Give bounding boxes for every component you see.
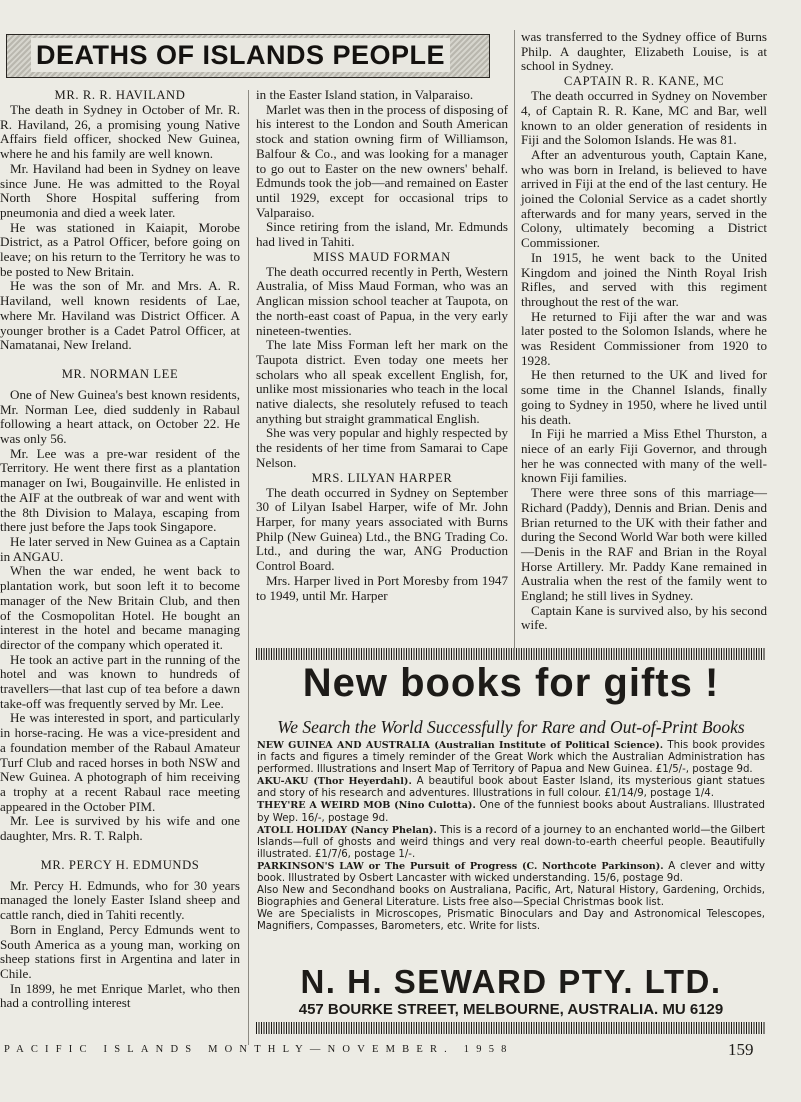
- book-title: AKU-AKU (Thor Heyerdahl).: [257, 776, 412, 788]
- paragraph: There were three sons of this marriage—Richard (Paddy), Dennis and Brian. Denis and Brian returned to the UK with their father and during the Second World War both were killed—Denis in the RAF and Brian in the Royal Horse Artillery. Mr. Paddy Kane remained in Australia when the rest of the family went to England; he still lives in Sydney.: [521, 485, 767, 604]
- column-3: [521, 30, 767, 633]
- paragraph: He was interested in sport, and particularly in horse-racing. He was a vice-president and a foundation member of the Rabaul Amateur Turf Club and raced horses in both NSW and New Guinea. A photograph of him receiving a trophy at a recent Rabaul race meeting appeared in the October PIM.: [0, 710, 240, 814]
- book-title: ATOLL HOLIDAY (Nancy Phelan).: [257, 824, 437, 836]
- column-2: [256, 88, 508, 603]
- paragraph: The death occurred in Sydney on September 30 of Lilyan Isabel Harper, wife of Mr. John Harper, for many years associated with Burns Philp (New Guinea) Ltd., the BNG Trading Co. Ltd., and during the war, ANG Production Control Board.: [256, 484, 508, 574]
- book-item: [257, 740, 765, 776]
- book-title: PARKINSON'S LAW or The Pursuit of Progress (C. Northcote Parkinson).: [257, 860, 664, 872]
- seller-name: N. H. SEWARD PTY. LTD.: [300, 963, 722, 1000]
- book-description: One of the funniest books about Australians. Illustrated by Wep. 16/-, postage 9d.: [257, 800, 765, 824]
- paragraph: When the war ended, he went back to plantation work, but soon left it to become manager of the New Britain Club, and then of the Cosmopolitan Hotel. He bought an interest in the hotel and became managing director of the company which operated it.: [0, 563, 240, 652]
- paragraph: Born in England, Percy Edmunds went to South America as a young man, working on sheep stations first in Argentina and later in Chile.: [0, 921, 240, 981]
- paragraph: One of New Guinea's best known residents, Mr. Norman Lee, died suddenly in Rabaul following a heart attack, on October 22. He was only 56.: [0, 386, 240, 447]
- paragraph: He later served in New Guinea as a Captain in ANGAU.: [0, 533, 240, 564]
- book-item: [257, 776, 765, 800]
- column-divider: [248, 90, 249, 1045]
- obituary-heading: MR. NORMAN LEE: [61, 366, 179, 381]
- paragraph: He was the son of Mr. and Mrs. A. R. Haviland, well known residents of Lae, where Mr. Haviland was District Officer. A younger brother is a Cadet Patrol Officer, at Namatanai, New Ireland.: [0, 278, 240, 353]
- paragraph: Mr. Haviland had been in Sydney on leave since June. He was admitted to the Royal North Shore Hospital suffering from pneumonia and died a week later.: [0, 160, 240, 220]
- obituary-heading: MR. PERCY H. EDMUNDS: [40, 857, 200, 872]
- page-number: 159: [728, 1040, 754, 1059]
- paragraph: He took an active part in the running of the hotel and was known to hundreds of travellers—that last cup of tea before a dawn take-off was frequently served by Mr. Lee.: [0, 651, 240, 711]
- paragraph: Mr. Lee is survived by his wife and one daughter, Mrs. R. T. Ralph.: [0, 813, 240, 844]
- paragraph: in the Easter Island station, in Valparaiso.: [256, 87, 474, 102]
- ad-note: We are Specialists in Microscopes, Prismatic Binoculars and Day and Astronomical Telescopes, Magnifiers, Compasses, Barometers, etc. Write for lists.: [257, 909, 765, 933]
- book-description: A clever and witty book. Illustrated by Osbert Lancaster with wicked understanding. 15/6, postage 9d.: [257, 860, 766, 885]
- paragraph: Marlet was then in the process of disposing of his interest to the London and South American stock and station owning firm of Williamson, Balfour & Co., and was looking for a manager to go out to Easter on the new owners' behalf. Edmunds took the job—and remained on Easter until 1929, except for occasional trips to Valparaiso.: [256, 101, 508, 220]
- paragraph: In Fiji he married a Miss Ethel Thurston, a niece of an early Fiji Governor, and through her he was connected with many of the well-known Fiji families.: [521, 426, 767, 486]
- paragraph: The death in Sydney in October of Mr. R. R. Haviland, 26, a promising young Native Affairs field officer, shocked New Guinea, where he and his family are well known.: [0, 102, 240, 162]
- running-footer: PACIFIC ISLANDS MONTHLY—NOVEMBER. 1958: [4, 1044, 514, 1055]
- paragraph: In 1899, he met Enrique Marlet, who then had a controlling interest: [0, 980, 240, 1011]
- paragraph: After an adventurous youth, Captain Kane, who was born in Ireland, is believed to have arrived in Fiji at the end of the last century. He joined the Colonial Service as a cadet shortly afterwards and for many years, served in the Colony, ultimately becoming a District Commissioner.: [521, 146, 767, 251]
- paragraph: Mrs. Harper lived in Port Moresby from 1947 to 1949, until Mr. Harper: [256, 572, 508, 603]
- paragraph: In 1915, he went back to the United Kingdom and joined the Ninth Royal Irish Rifles, and served with this regiment throughout the rest of the war.: [521, 249, 767, 309]
- paragraph: was transferred to the Sydney office of Burns Philp. A daughter, Elizabeth Louise, is at school in Sydney.: [521, 29, 767, 74]
- section-banner: [6, 34, 490, 78]
- book-description: A beautiful book about Easter Island, its mysterious giant statues and story of his research and adventures. Illustrations in full colour. £1/14/9, postage 1/4.: [257, 776, 765, 800]
- ad-book-list: [257, 740, 765, 934]
- paragraph: He returned to Fiji after the war and was later posted to the Solomon Islands, where he was Resident Commissioner from 1920 to 1928.: [521, 308, 767, 368]
- paragraph: Mr. Lee was a pre-war resident of the Territory. He went there first as a plantation manager on Iwi, Bougainville. He enlisted in the AIF at the outbreak of war and went with the 8th Division to Malaya, escaping from there just before the Japs took Singapore.: [0, 445, 240, 535]
- paragraph: He was stationed in Kaiapit, Morobe District, as a Patrol Officer, before going on leave; on his return to the Territory he was to be posted to New Britain.: [0, 219, 240, 279]
- obituary-heading: MISS MAUD FORMAN: [313, 249, 451, 264]
- paragraph: Captain Kane is survived also, by his second wife.: [521, 602, 767, 633]
- book-item: [257, 800, 765, 824]
- obituary-heading: MRS. LILYAN HARPER: [311, 470, 453, 485]
- column-1: [0, 88, 240, 1011]
- paragraph: The death occurred in Sydney on November 4, of Captain R. R. Kane, MC and Bar, well known to an older generation of residents in Fiji and the Solomon Islands. He was 81.: [521, 88, 767, 148]
- paragraph: Since retiring from the island, Mr. Edmunds had lived in Tahiti.: [256, 219, 508, 250]
- seller-address: 457 BOURKE STREET, MELBOURNE, AUSTRALIA. MU 6129: [298, 1001, 724, 1018]
- obituary-heading: MR. R. R. HAVILAND: [54, 88, 186, 102]
- book-description: This is a record of a journey to an enchanted world—the Gilbert Islands—full of ghosts and weird things and very real down-to-earth cheerful people. Beautifully illustrated. £1/7/6, postage 1/-.: [257, 824, 765, 860]
- book-item: [257, 825, 765, 861]
- ad-note: Also New and Secondhand books on Australiana, Pacific, Art, Natural History, Gardening, Orchids, Biographies and General Literature. Lists free also—Special Christmas book list.: [257, 885, 765, 909]
- book-title: NEW GUINEA AND AUSTRALIA (Australian Institute of Political Science).: [257, 740, 664, 751]
- ad-border-bottom: [256, 1022, 766, 1034]
- ad-title: New books for gifts !: [302, 661, 720, 705]
- book-description: This book provides in facts and figures a timely reminder of the Great Work which the Australian Administration has performed. Illustrations and Insert Map of Territory of Papua and New Guinea. £1/5/-, postage 9d.: [257, 740, 765, 776]
- paragraph: Mr. Percy H. Edmunds, who for 30 years managed the lonely Easter Island sheep and cattle ranch, died in Tahiti recently.: [0, 877, 240, 923]
- paragraph: The late Miss Forman left her mark on the Taupota district. Even today one meets her scholars who all speak excellent English, for, unlike most missionaries who teach in the local native dialects, she resolutely refused to teach anything but straight grammatical English.: [256, 337, 508, 426]
- paragraph: The death occurred recently in Perth, Western Australia, of Miss Maud Forman, who was an Anglican mission school teacher at Taupota, on the north-east coast of Papua, in the very early nineteen-twenties.: [256, 263, 508, 338]
- column-divider: [514, 30, 515, 648]
- book-item: [257, 861, 765, 885]
- paragraph: He then returned to the UK and lived for some time in the Channel Islands, finally going to Sydney in 1950, where he lived until his death.: [521, 367, 767, 427]
- book-title: THEY'RE A WEIRD MOB (Nino Culotta).: [257, 800, 476, 812]
- ad-tagline: We Search the World Successfully for Rare and Out-of-Print Books: [277, 717, 745, 737]
- obituary-heading: CAPTAIN R. R. KANE, MC: [563, 74, 725, 89]
- section-title: DEATHS OF ISLANDS PEOPLE: [31, 38, 450, 72]
- paragraph: She was very popular and highly respected by the residents of her time from Samarai to Cape Nelson.: [256, 425, 508, 470]
